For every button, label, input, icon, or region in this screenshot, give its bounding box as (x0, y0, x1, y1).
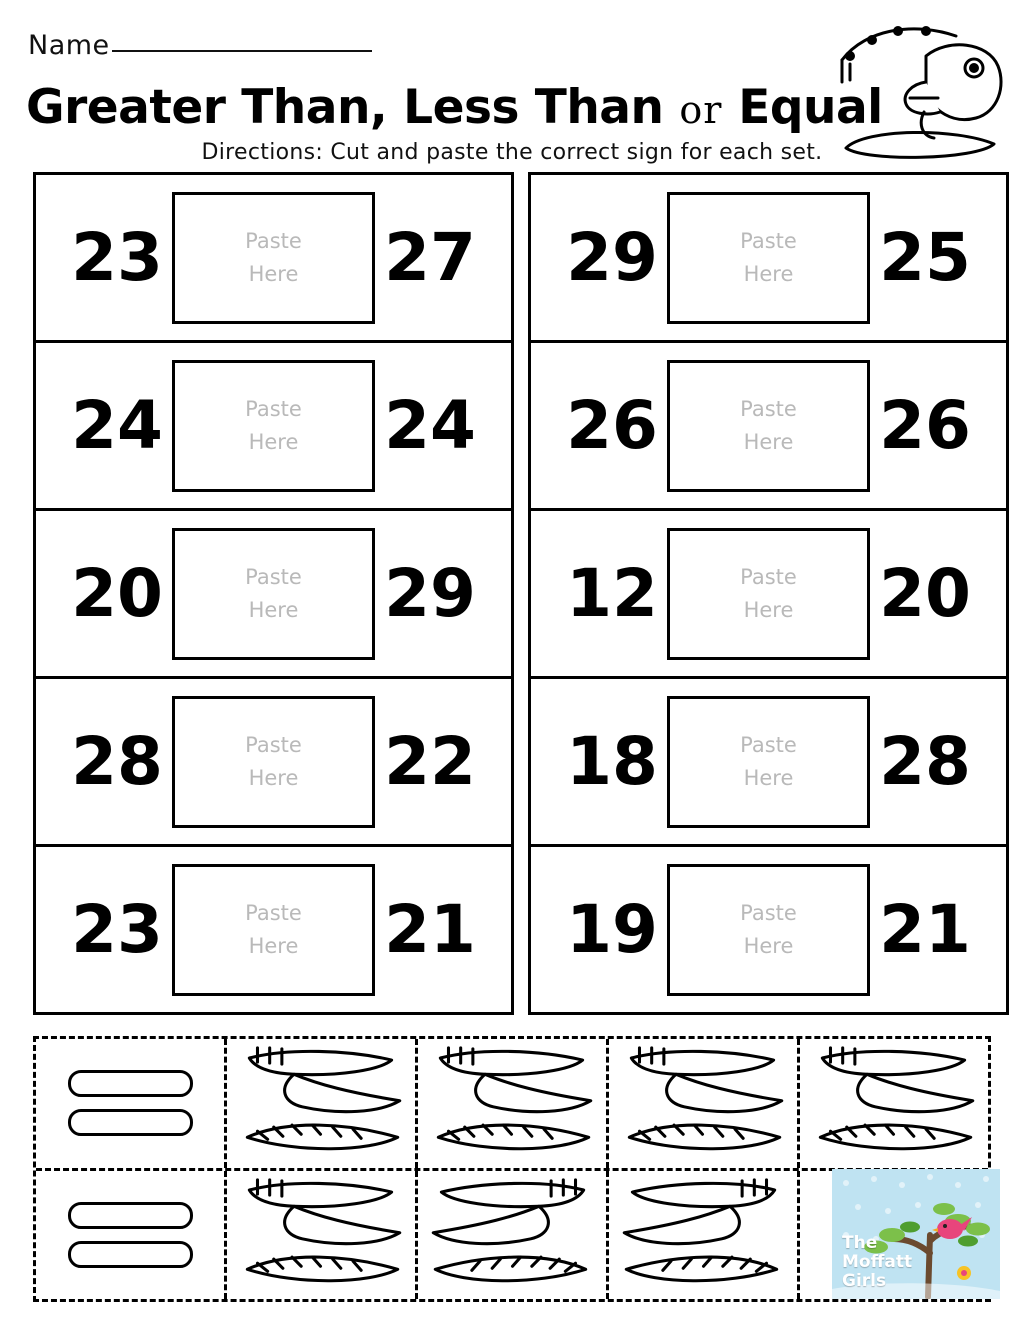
name-field-row (28, 30, 372, 61)
paste-here-box[interactable] (667, 360, 870, 492)
cutout-alligator-greater[interactable] (227, 1171, 418, 1300)
problem-row (531, 847, 1006, 1012)
paste-here-box[interactable] (667, 192, 870, 324)
alligator-less-than-icon (418, 1171, 606, 1300)
problem-column-left (33, 172, 514, 1015)
left-number: 19 (566, 890, 658, 968)
page-title (26, 80, 906, 135)
problem-grid (33, 172, 991, 1015)
paste-line-1: Paste (740, 564, 797, 589)
equal-sign-icon (68, 1202, 193, 1268)
alligator-greater-than-icon (418, 1039, 606, 1168)
paste-line-1: Paste (245, 900, 302, 925)
directions-text: Directions: Cut and paste the correct sign for each set. (201, 140, 823, 165)
paste-line-2: Here (743, 597, 794, 622)
alligator-greater-than-icon (227, 1171, 415, 1300)
paste-here-box[interactable] (667, 528, 870, 660)
right-number: 28 (879, 722, 971, 800)
problem-column-right (528, 172, 1009, 1015)
logo-line-2: Moffatt (842, 1251, 913, 1272)
left-number: 23 (71, 218, 163, 296)
left-number: 23 (71, 890, 163, 968)
problem-row (36, 175, 511, 343)
right-number: 29 (384, 554, 476, 632)
problem-row (36, 847, 511, 1012)
left-number: 28 (71, 722, 163, 800)
left-number: 24 (71, 386, 163, 464)
alligator-greater-than-icon (800, 1039, 988, 1168)
left-number: 26 (566, 386, 658, 464)
problem-row (531, 511, 1006, 679)
paste-line-1: Paste (245, 732, 302, 757)
paste-here-box[interactable] (172, 528, 375, 660)
alligator-greater-than-icon (609, 1039, 797, 1168)
paste-line-1: Paste (740, 396, 797, 421)
alligator-greater-than-icon (227, 1039, 415, 1168)
alligator-less-than-icon (609, 1171, 797, 1300)
equal-bar-top (68, 1070, 193, 1097)
paste-line-1: Paste (740, 732, 797, 757)
paste-line-2: Here (248, 765, 299, 790)
problem-row (531, 679, 1006, 847)
left-number: 29 (566, 218, 658, 296)
cutout-alligator-greater[interactable] (800, 1039, 988, 1168)
moffatt-girls-logo (832, 1169, 1000, 1299)
problem-row (531, 343, 1006, 511)
name-label: Name (28, 30, 110, 61)
name-write-line[interactable] (112, 30, 372, 52)
equal-bar-top (68, 1202, 193, 1229)
left-number: 12 (566, 554, 658, 632)
right-number: 24 (384, 386, 476, 464)
paste-here-box[interactable] (172, 192, 375, 324)
paste-line-1: Paste (245, 396, 302, 421)
paste-line-1: Paste (245, 564, 302, 589)
cutout-alligator-less[interactable] (609, 1171, 800, 1300)
logo-line-1: The (842, 1232, 878, 1253)
cutout-alligator-greater[interactable] (418, 1039, 609, 1168)
problem-row (36, 511, 511, 679)
paste-line-2: Here (248, 933, 299, 958)
right-number: 22 (384, 722, 476, 800)
equal-sign-icon (68, 1070, 193, 1136)
paste-line-2: Here (743, 933, 794, 958)
alligator-clipart-icon (806, 20, 1006, 170)
paste-here-box[interactable] (667, 864, 870, 996)
paste-line-1: Paste (740, 900, 797, 925)
paste-line-2: Here (248, 429, 299, 454)
right-number: 25 (879, 218, 971, 296)
paste-line-1: Paste (245, 228, 302, 253)
paste-line-2: Here (743, 261, 794, 286)
paste-line-2: Here (248, 597, 299, 622)
logo-line-3: Girls (842, 1270, 887, 1291)
right-number: 21 (879, 890, 971, 968)
cutout-row (36, 1039, 988, 1171)
paste-here-box[interactable] (172, 864, 375, 996)
right-number: 27 (384, 218, 476, 296)
title-part-2: Equal (722, 80, 883, 135)
title-or: or (679, 88, 723, 132)
paste-line-1: Paste (740, 228, 797, 253)
title-part-1: Greater Than, Less Than (26, 80, 680, 135)
left-number: 18 (566, 722, 658, 800)
logo-text (842, 1234, 912, 1291)
problem-row (36, 343, 511, 511)
paste-line-2: Here (743, 429, 794, 454)
equal-bar-bottom (68, 1109, 193, 1136)
paste-here-box[interactable] (172, 696, 375, 828)
paste-line-2: Here (743, 765, 794, 790)
paste-here-box[interactable] (667, 696, 870, 828)
problem-row (531, 175, 1006, 343)
equal-bar-bottom (68, 1241, 193, 1268)
cutout-equal-sign[interactable] (36, 1171, 227, 1300)
right-number: 26 (879, 386, 971, 464)
right-number: 21 (384, 890, 476, 968)
left-number: 20 (71, 554, 163, 632)
paste-here-box[interactable] (172, 360, 375, 492)
right-number: 20 (879, 554, 971, 632)
paste-line-2: Here (248, 261, 299, 286)
cutout-alligator-less[interactable] (418, 1171, 609, 1300)
cutout-alligator-greater[interactable] (227, 1039, 418, 1168)
cutout-alligator-greater[interactable] (609, 1039, 800, 1168)
problem-row (36, 679, 511, 847)
cutout-equal-sign[interactable] (36, 1039, 227, 1168)
